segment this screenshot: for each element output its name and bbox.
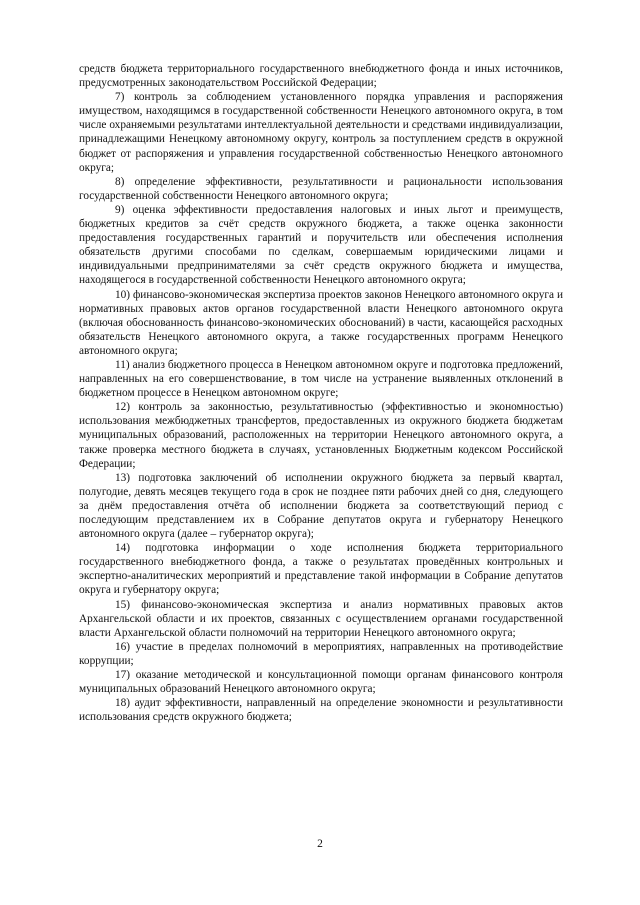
paragraph-item-16: 16) участие в пределах полномочий в мероприятиях, направленных на противодействие коррупции;	[79, 640, 563, 667]
paragraph-item-14: 14) подготовка информации о ходе исполнения бюджета территориального государственного внебюджетного фонда, а также о результатах проведённых контрольных и экспертно-аналитических мероприятий и представление такой информации в Собрание депутатов округа и губернатору округа;	[79, 542, 563, 597]
paragraph-item-10: 10) финансово-экономическая экспертиза проектов законов Ненецкого автономного округа и нормативных правовых актов органов государственной власти Ненецкого автономного округа (включая обоснованность финансово-экономических обоснований) в части, касающейся расходных обязательств Ненецкого автономного округа, а также государственных программ Ненецкого автономного округа;	[79, 288, 563, 357]
paragraph-item-9: 9) оценка эффективности предоставления налоговых и иных льгот и преимуществ, бюджетных кредитов за счёт средств окружного бюджета, а также оценка законности предоставления государственных гарантий и поручительств или обеспечения исполнения обязательств другими способами по сделкам, совершаемым юридическими лицами и индивидуальными предпринимателями за счёт средств окружного бюджета и имущества, находящегося в государственной собственности Ненецкого автономного округа;	[79, 203, 563, 287]
page-number: 2	[317, 838, 323, 850]
document-body	[79, 62, 563, 724]
paragraph-item-18: 18) аудит эффективности, направленный на определение экономности и результативности использования средств окружного бюджета;	[79, 697, 563, 724]
paragraph-item-8: 8) определение эффективности, результативности и рациональности использования государственной собственности Ненецкого автономного округа;	[79, 175, 563, 202]
paragraph-item-13: 13) подготовка заключений об исполнении окружного бюджета за первый квартал, полугодие, девять месяцев текущего года в срок не позднее пяти рабочих дней со дня, следующего за днём предоставления отчёта об исполнении бюджета за соответствующий период с последующим представлением их в Собрание депутатов округа и губернатору Ненецкого автономного округа (далее – губернатор округа);	[79, 471, 563, 541]
paragraph-item-15: 15) финансово-экономическая экспертиза и анализ нормативных правовых актов Архангельской области и их проектов, связанных с осуществлением органами государственной власти Архангельской области полномочий на территории Ненецкого автономного округа;	[79, 598, 563, 639]
paragraph-item-11: 11) анализ бюджетного процесса в Ненецком автономном округе и подготовка предложений, направленных на его совершенствование, в том числе на устранение выявленных отклонений в бюджетном процессе в Ненецком автономном округе;	[79, 358, 563, 400]
paragraph-item-12: 12) контроль за законностью, результативностью (эффективностью и экономностью) использования межбюджетных трансфертов, предоставленных из окружного бюджета бюджетам муниципальных образований, расположенных на территории Ненецкого автономного округа, а также проверка местного бюджета в случаях, установленных Бюджетным кодексом Российской Федерации;	[79, 401, 563, 470]
paragraph-item-17: 17) оказание методической и консультационной помощи органам финансового контроля муниципальных образований Ненецкого автономного округа;	[79, 669, 563, 696]
paragraph-item-7: 7) контроль за соблюдением установленного порядка управления и распоряжения имуществом, находящимся в государственной собственности Ненецкого автономного округа, в том числе охраняемыми результатами интеллектуальной деятельности и средствами индивидуализации, принадлежащими Ненецкому автономному округу, контроль за поступлением средств в окружной бюджет от распоряжения и управления государственной собственностью Ненецкого автономного округа;	[79, 91, 563, 174]
paragraph-continuation: средств бюджета территориального государственного внебюджетного фонда и иных источников, предусмотренных законодательством Российской Федерации;	[79, 63, 563, 90]
